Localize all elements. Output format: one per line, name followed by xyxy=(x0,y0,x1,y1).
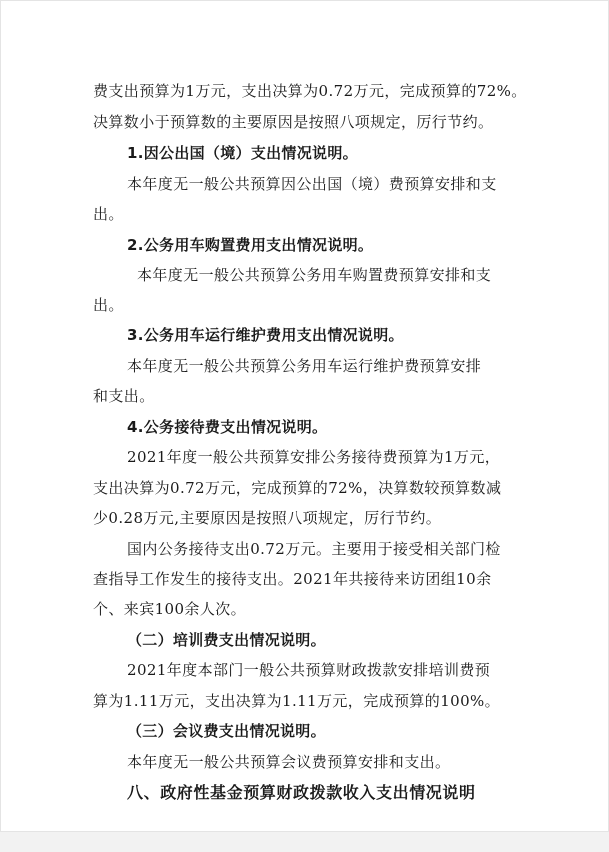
section-heading-vehicle-operation: 3.公务用车运行维护费用支出情况说明。 xyxy=(127,326,404,344)
section-heading-training: （二）培训费支出情况说明。 xyxy=(127,631,326,649)
body-line: 国内公务接待支出0.72万元。主要用于接受相关部门检 xyxy=(127,540,501,558)
body-line: 支出决算为0.72万元，完成预算的72%，决算数较预算数减 xyxy=(93,479,502,497)
section-heading-reception: 4.公务接待费支出情况说明。 xyxy=(127,418,328,436)
body-line: 查指导工作发生的接待支出。2021年共接待来访团组10余 xyxy=(93,570,492,588)
body-line: 费支出预算为1万元，支出决算为0.72万元，完成预算的72%。 xyxy=(93,82,527,100)
body-line: 2021年度本部门一般公共预算财政拨款安排培训费预 xyxy=(127,661,491,679)
body-line: 本年度无一般公共预算会议费预算安排和支出。 xyxy=(127,753,451,771)
body-line: 2021年度一般公共预算安排公务接待费预算为1万元， xyxy=(127,448,501,466)
body-line: 出。 xyxy=(93,296,124,314)
body-line: 少0.28万元,主要原因是按照八项规定，厉行节约。 xyxy=(93,509,442,527)
section-heading-meeting: （三）会议费支出情况说明。 xyxy=(127,722,326,740)
section-heading-overseas-travel: 1.因公出国（境）支出情况说明。 xyxy=(127,144,358,162)
body-line: 决算数小于预算数的主要原因是按照八项规定，厉行节约。 xyxy=(93,113,494,131)
viewer-bottom-strip xyxy=(0,832,609,852)
body-line: 算为1.11万元，支出决算为1.11万元，完成预算的100%。 xyxy=(93,692,501,710)
body-line: 个、来宾100余人次。 xyxy=(93,600,247,618)
body-line: 本年度无一般公共预算公务用车运行维护费预算安排 xyxy=(127,357,482,375)
body-line: 本年度无一般公共预算因公出国（境）费预算安排和支 xyxy=(127,175,497,193)
chapter-heading-government-fund: 八、政府性基金预算财政拨款收入支出情况说明 xyxy=(127,783,476,802)
body-line: 和支出。 xyxy=(93,387,155,405)
body-line: 出。 xyxy=(93,205,124,223)
section-heading-vehicle-purchase: 2.公务用车购置费用支出情况说明。 xyxy=(127,236,374,254)
body-line: 本年度无一般公共预算公务用车购置费预算安排和支 xyxy=(137,266,492,284)
